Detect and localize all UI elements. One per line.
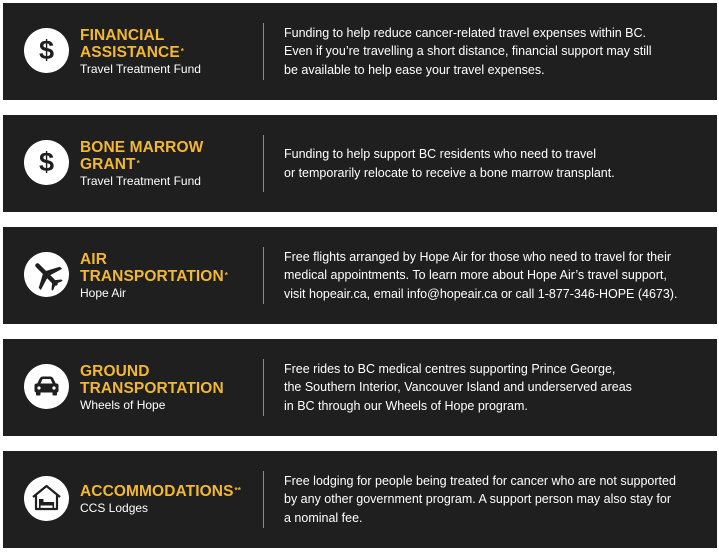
card-description: Funding to help support BC residents who need to travel or temporarily relocate to receive a bone marrow transplant. — [284, 147, 615, 180]
support-card-air-transportation — [3, 227, 717, 324]
card-title: AIR TRANSPORTATION* — [80, 250, 228, 285]
divider — [263, 135, 264, 192]
support-card-financial-assistance — [3, 3, 717, 100]
card-title: ACCOMMODATIONS** — [80, 483, 241, 500]
card-description: Free rides to BC medical centres supporting Prince George, the Southern Interior, Vancouver Island and underserved areas in BC through our Wheels of Hope program. — [284, 361, 632, 413]
divider — [263, 471, 264, 528]
title-footnote-mark: * — [224, 270, 228, 280]
svg-text:$: $ — [38, 35, 55, 65]
support-card-ground-transportation — [3, 339, 717, 436]
card-subtitle: CCS Lodges — [80, 501, 149, 515]
dollar-icon — [24, 140, 69, 185]
title-footnote-mark: ** — [234, 486, 241, 495]
title-footnote-mark: * — [180, 46, 184, 56]
card-description: Free flights arranged by Hope Air for those who need to travel for their medical appointments. To learn more about Hope Air’s travel support, visit hopeair.ca, email info@hopeair.ca or call 1-877-346-HOPE (4673). — [284, 249, 678, 301]
car-icon — [24, 364, 69, 409]
card-subtitle: Wheels of Hope — [80, 397, 166, 412]
card-subtitle: Travel Treatment Fund — [80, 173, 201, 188]
divider — [263, 359, 264, 416]
card-title: FINANCIAL ASSISTANCE* — [80, 26, 184, 61]
card-description: Free lodging for people being treated for cancer who are not supported by any other government program. A support person may also stay for a nominal fee. — [284, 473, 676, 525]
svg-text:$: $ — [38, 147, 55, 177]
card-title: BONE MARROW GRANT* — [80, 138, 204, 173]
title-footnote-mark: * — [136, 158, 140, 168]
divider — [263, 23, 264, 80]
support-card-bone-marrow-grant — [3, 115, 717, 212]
dollar-icon — [24, 28, 69, 73]
airplane-icon — [24, 252, 69, 297]
card-subtitle: Travel Treatment Fund — [80, 61, 201, 76]
card-subtitle: Hope Air — [80, 285, 127, 300]
support-card-accommodations — [3, 451, 717, 548]
card-description: Funding to help reduce cancer-related travel expenses within BC. Even if you’re travelling a short distance, financial support may still be available to help ease your travel expenses. — [284, 25, 652, 77]
card-title: GROUND TRANSPORTATION — [80, 362, 224, 397]
lodge-bed-icon — [24, 476, 69, 521]
divider — [263, 247, 264, 304]
